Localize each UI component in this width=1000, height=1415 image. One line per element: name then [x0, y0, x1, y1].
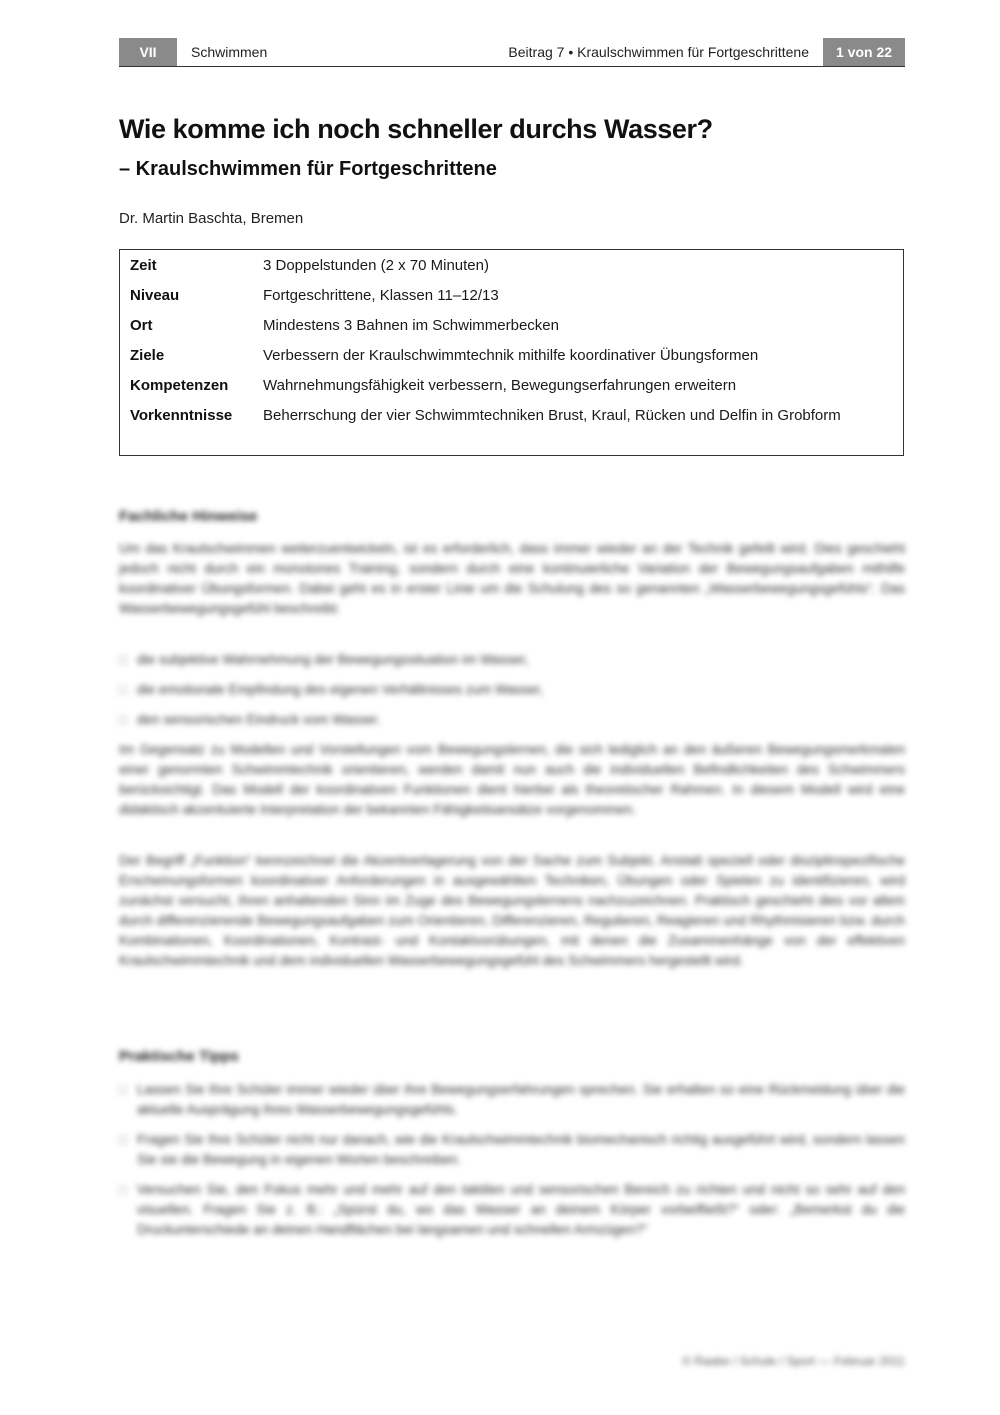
info-row-vorkenntnisse	[130, 406, 893, 426]
page-counter: 1 von 22	[823, 38, 905, 66]
info-value: Mindestens 3 Bahnen im Schwimmerbecken	[263, 317, 559, 334]
section-number: VII	[119, 38, 177, 66]
paragraph: Der Begriff „Funktion“ kennzeichnet die Akzentverlagerung von der Sache zum Subjekt. Anstatt speziell oder disziplinspezifische Erscheinungsformen koordinativer Anforderungen in ausgewählten Techniken, Übungen oder Spielen zu identifizieren, wird zunächst versucht, ihren anhaltenden Sinn im Zuge des Bewegungslernens nachzuzeichnen. Praktisch geschieht dies vor allem durch differenzierende Bewegungsaufgaben zum Orientieren, Differenzieren, Regulieren, Reagieren und Rhythmisieren bzw. durch Kombinationen, Koordinationen, Kontrast- und Kontaktvorübungen, mit denen die Zusammenhänge von der effektiven Kraulschwimmtechnik und dem individuellen Wasserbewegungsgefühl des Schwimmers hergestellt wird.	[119, 853, 905, 968]
info-value: 3 Doppelstunden (2 x 70 Minuten)	[263, 257, 489, 274]
page-title: Wie komme ich noch schneller durchs Wasser?	[119, 114, 713, 144]
info-box	[119, 249, 904, 456]
info-row-zeit	[130, 256, 893, 276]
info-row-ort	[130, 316, 893, 336]
article-label: Beitrag 7 • Kraulschwimmen für Fortgeschrittene	[508, 44, 809, 60]
info-value: Beherrschung der vier Schwimmtechniken Brust, Kraul, Rücken und Delfin in Grobform	[263, 407, 841, 424]
section-heading-praktisch: Praktische Tipps	[119, 1048, 239, 1065]
page-subtitle: – Kraulschwimmen für Fortgeschrittene	[119, 158, 497, 180]
bullet-marker: □	[119, 1132, 128, 1147]
bullet-marker: □	[119, 712, 128, 727]
info-row-ziele	[130, 346, 893, 366]
list-item: □ den sensorischen Eindruck vom Wasser.	[119, 710, 905, 730]
bullet-marker: □	[119, 1082, 128, 1097]
running-header	[119, 38, 905, 67]
info-value: Verbessern der Kraulschwimmtechnik mithilfe koordinativer Übungsformen	[263, 347, 759, 364]
author-line: Dr. Martin Baschta, Bremen	[119, 210, 304, 227]
page-footer: © Raabe / Schule / Sport — Februar 2011	[682, 1354, 905, 1368]
bullet-marker: □	[119, 1182, 128, 1197]
list-item: □ Versuchen Sie, den Fokus mehr und mehr auf den taktilen und sensorischen Bereich zu richten und nicht so sehr auf den visuellen. Fragen Sie z. B.: „Spürst du, wo das Wasser an deinem Körper vorbeifließt?“ oder: „Bemerkst du die Druckunterschiede an deinen Handflächen bei langsamen und schnellen Armzügen?“	[119, 1180, 905, 1240]
paragraph: Im Gegensatz zu Modellen und Vorstellungen vom Bewegungslernen, die sich lediglich an den äußeren Bewegungsmerkmalen einer genormten Schwimmtechnik orientieren, werden damit nun auch die individuellen Befindlichkeiten des Schwimmers berücksichtigt. Das Modell der koordinativen Funktionen dient hierbei als theoretischer Rahmen. In diesem Modell wird eine didaktisch akzentuierte Interpretation der bekannten Fähigkeitsansätze vorgenommen.	[119, 742, 905, 817]
section-heading-fachlich: Fachliche Hinweise	[119, 508, 258, 525]
info-label: Ort	[130, 317, 153, 334]
info-value: Fortgeschrittene, Klassen 11–12/13	[263, 287, 499, 304]
info-row-niveau	[130, 286, 893, 306]
list-item: □ die subjektive Wahrnehmung der Bewegungssituation im Wasser,	[119, 650, 905, 670]
list-item: □ Lassen Sie Ihre Schüler immer wieder über ihre Bewegungserfahrungen sprechen. Sie erhalten so eine Rückmeldung über die aktuelle Ausprägung ihres Wasserbewegungsgefühls.	[119, 1080, 905, 1120]
info-label: Niveau	[130, 287, 180, 304]
bullet-marker: □	[119, 682, 128, 697]
header-right	[508, 38, 905, 66]
info-label: Vorkenntnisse	[130, 407, 233, 424]
info-value: Wahrnehmungsfähigkeit verbessern, Bewegungserfahrungen erweitern	[263, 377, 737, 394]
info-label: Zeit	[130, 257, 157, 274]
bullet-marker: □	[119, 652, 128, 667]
list-item: □ die emotionale Empfindung des eigenen Verhältnisses zum Wasser,	[119, 680, 905, 700]
paragraph: Um das Kraulschwimmen weiterzuentwickeln, ist es erforderlich, dass immer wieder an der Technik gefeilt wird. Dies geschieht jedoch nicht durch ein monotones Training, sondern durch eine kontinuierliche Variation der Bewegungsaufgaben mithilfe koordinativer Übungsformen. Dabei geht es in erster Linie um die Schulung des so genannten „Wasserbewegungsgefühls“. Das Wasserbewegungsgefühl beschreibt:	[119, 541, 905, 616]
info-row-kompetenzen	[130, 376, 893, 396]
info-label: Kompetenzen	[130, 377, 229, 394]
subject-label: Schwimmen	[191, 44, 268, 60]
list-item: □ Fragen Sie Ihre Schüler nicht nur danach, wie die Kraulschwimmtechnik biomechanisch richtig ausgeführt wird, sondern lassen Sie sie die Bewegung in eigenen Worten beschreiben.	[119, 1130, 905, 1170]
info-label: Ziele	[130, 347, 165, 364]
